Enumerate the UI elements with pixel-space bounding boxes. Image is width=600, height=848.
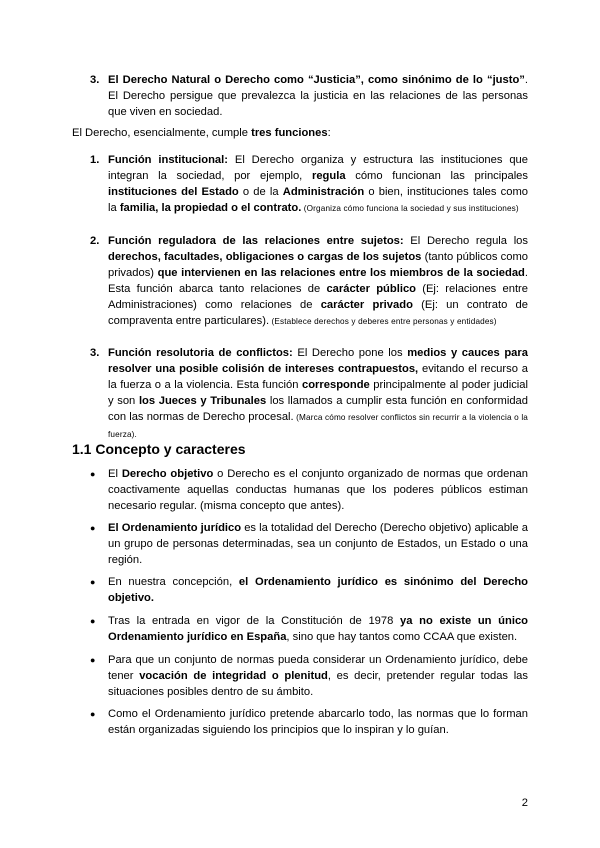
function-number: 2. bbox=[90, 235, 100, 247]
bullet-icon: ● bbox=[90, 616, 96, 626]
bullet-icon: ● bbox=[90, 577, 96, 587]
top-item-number: 3. bbox=[90, 74, 100, 86]
function-number: 3. bbox=[90, 347, 100, 359]
functions-intro: El Derecho, esencialmente, cumple tres funciones: bbox=[72, 127, 331, 139]
function-institucional: Función institucional: El Derecho organiza y estructura las instituciones que integran la sociedad, por ejemplo, regula cómo funcionan las principales instituciones del Estado o de la Administración o bien, instituciones tales como la familia, la propiedad o el contrato. (Organiza cómo funciona la sociedad y sus instituciones) bbox=[108, 154, 528, 214]
top-item-bold: El Derecho Natural o Derecho como “Justicia”, como sinónimo de lo “justo” bbox=[108, 74, 525, 86]
function-resolutoria: Función resolutoria de conflictos: El Derecho pone los medios y cauces para resolver una posible colisión de intereses contrapuestos, evitando el recurso a la fuerza o a la violencia. Esta función corresponde principalmente al poder judicial y son los Jueces y Tribunales los llamados a cumplir esta función en conformidad con las normas de Derecho procesal. (Marca cómo resolver conflictos sin recurrir a la violencia o la fuerza). bbox=[108, 347, 529, 439]
function-note: (Organiza cómo funciona la sociedad y sus instituciones) bbox=[301, 204, 519, 213]
bullet-item: En nuestra concepción, el Ordenamiento jurídico es sinónimo del Derecho objetivo. bbox=[108, 576, 528, 604]
function-reguladora: Función reguladora de las relaciones entre sujetos: El Derecho regula los derechos, facultades, obligaciones o cargas de los sujetos (tanto públicos como privados) que intervienen en las relaciones entre los miembros de la sociedad. Esta función abarca tanto relaciones de carácter público (Ej: relaciones entre Administraciones) como relaciones de carácter privado (Ej: un contrato de compraventa entre particulares). (Establece derechos y deberes entre personas y entidades) bbox=[108, 235, 529, 327]
bullet-item: Como el Ordenamiento jurídico pretende abarcarlo todo, las normas que lo forman están organizadas siguiendo los principios que lo inspiran y lo guían. bbox=[108, 708, 528, 736]
bullet-item: Para que un conjunto de normas pueda considerar un Ordenamiento jurídico, debe tener vocación de integridad o plenitud, es decir, pretender regular todas las situaciones posibles dentro de su ámbito. bbox=[108, 654, 528, 698]
bullet-icon: ● bbox=[90, 523, 96, 533]
bullet-item: El Derecho objetivo o Derecho es el conjunto organizado de normas que ordenan coactivamente aquellas conductas humanas que los poderes públicos estiman necesario regular. (misma concepto que antes). bbox=[108, 468, 529, 512]
intro-bold: tres funciones bbox=[251, 127, 328, 139]
top-item-text: . El Derecho persigue que prevalezca la justicia en las relaciones de las personas que viven en sociedad. bbox=[108, 74, 528, 118]
bullet-item: El Ordenamiento jurídico es la totalidad del Derecho (Derecho objetivo) aplicable a un grupo de personas determinadas, sea un conjunto de Estados, un Estado o una región. bbox=[108, 522, 528, 566]
page-number: 2 bbox=[521, 797, 528, 809]
bullet-icon: ● bbox=[90, 469, 96, 479]
section-heading: 1.1 Concepto y caracteres bbox=[72, 441, 246, 457]
function-note: (Marca cómo resolver conflictos sin recurrir a la violencia o la fuerza). bbox=[108, 413, 529, 439]
function-number: 1. bbox=[90, 154, 100, 166]
top-item bbox=[108, 72, 528, 120]
function-note: (Establece derechos y deberes entre personas y entidades) bbox=[269, 317, 497, 326]
bullet-icon: ● bbox=[90, 709, 96, 719]
bullet-item: Tras la entrada en vigor de la Constitución de 1978 ya no existe un único Ordenamiento jurídico en España, sino que hay tantos como CCAA que existen. bbox=[108, 615, 529, 643]
bullet-icon: ● bbox=[90, 655, 96, 665]
